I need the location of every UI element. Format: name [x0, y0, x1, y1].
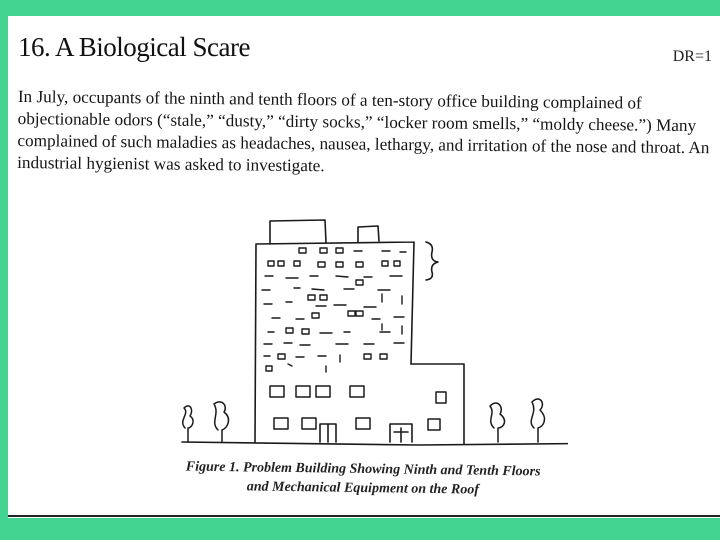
page-title: 16. A Biological Scare	[18, 32, 250, 62]
figure-caption-line-1: Figure 1. Problem Building Showing Ninth and Tenth Floors	[185, 459, 541, 480]
upper-floor-windows	[268, 248, 406, 267]
door-left	[320, 424, 336, 442]
roof-equipment-left	[270, 220, 326, 244]
roof-equipment-right	[358, 226, 379, 242]
document-page	[8, 16, 720, 518]
door-right	[390, 424, 412, 442]
lower-floor-windows	[270, 386, 446, 430]
tower-outline	[255, 242, 414, 442]
trees-right	[490, 399, 544, 442]
page-bottom-rule	[8, 515, 720, 517]
ground-line	[182, 442, 568, 445]
difficulty-rating: DR=1	[672, 48, 712, 65]
figure-caption	[148, 457, 578, 501]
annex-outline	[411, 364, 464, 444]
figure-caption-line-2: and Mechanical Equipment on the Roof	[246, 479, 480, 498]
trees-left	[183, 402, 229, 442]
middle-floor-windows	[262, 276, 404, 372]
floor-bracket	[426, 242, 438, 280]
problem-description: In July, occupants of the ninth and tenth floors of a ten-story office building complained of objectionable odors (“stale,” “dusty,” “dirty socks,” “locker room smells,” “moldy cheese.”) Many complained of such maladies as headaches, nausea, lethargy, and irritation of the nose and throat. An industrial hygienist was asked to investigate.	[17, 86, 710, 176]
building-figure	[168, 206, 568, 456]
